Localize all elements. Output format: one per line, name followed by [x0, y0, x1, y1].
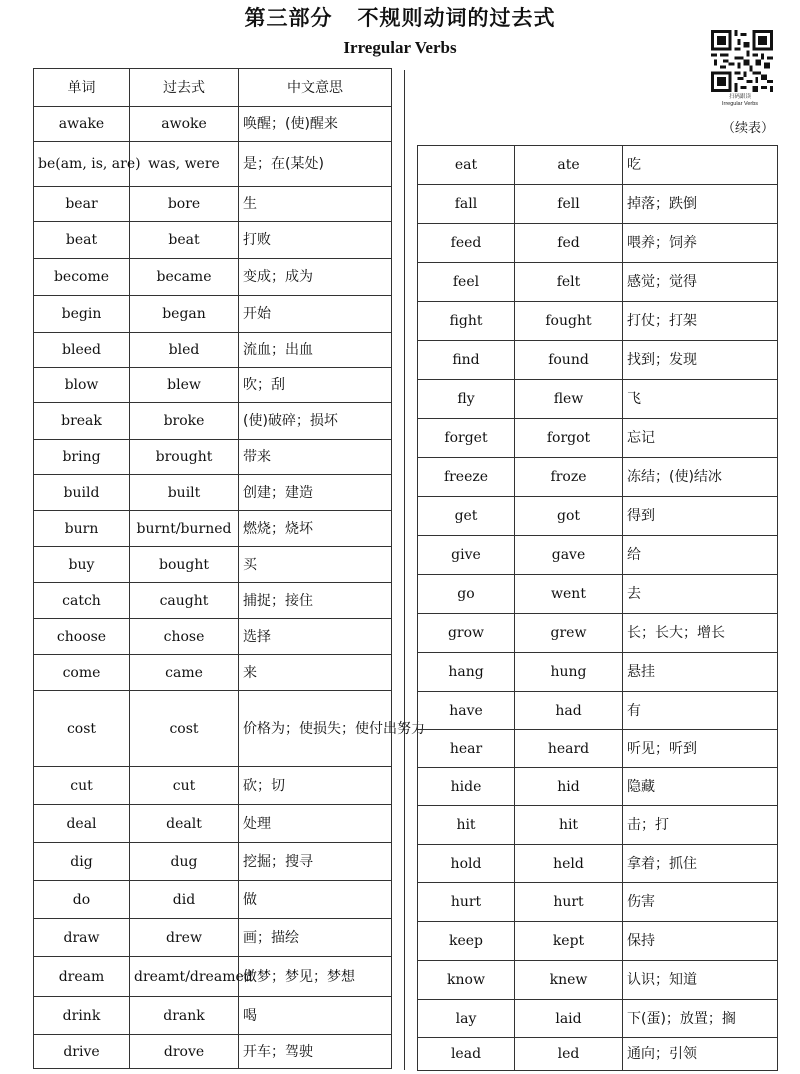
past-tense-cell: chose: [130, 619, 239, 655]
verb-table-right: [417, 145, 778, 1071]
past-tense-cell: began: [130, 296, 239, 333]
verb-cell: grow: [418, 614, 515, 653]
past-tense-cell: drew: [130, 919, 239, 957]
verb-cell: break: [34, 403, 130, 440]
table-row: [418, 458, 778, 497]
past-tense-cell: felt: [515, 263, 623, 302]
verb-cell: drink: [34, 997, 130, 1035]
meaning-cell: 买: [239, 547, 392, 583]
past-tense-cell: gave: [515, 536, 623, 575]
table-row: [34, 142, 392, 187]
verb-cell: hold: [418, 845, 515, 883]
meaning-cell: (使)破碎；损坏: [239, 403, 392, 440]
table-row: [418, 302, 778, 341]
table-row: [34, 107, 392, 142]
table-row: [34, 843, 392, 881]
meaning-cell: 生: [239, 187, 392, 222]
verb-cell: feed: [418, 224, 515, 263]
table-row: [418, 419, 778, 458]
meaning-cell: 拿着；抓住: [623, 845, 778, 883]
verb-cell: cut: [34, 767, 130, 805]
past-tense-cell: dealt: [130, 805, 239, 843]
meaning-cell: 价格为；使损失；使付出努力: [239, 691, 392, 767]
meaning-cell: 开始: [239, 296, 392, 333]
verb-cell: come: [34, 655, 130, 691]
meaning-cell: 飞: [623, 380, 778, 419]
past-tense-cell: dreamt/dreamed: [130, 957, 239, 997]
verb-cell: be(am, is, are): [34, 142, 130, 187]
verb-cell: keep: [418, 922, 515, 961]
meaning-cell: 打仗；打架: [623, 302, 778, 341]
meaning-cell: 画；描绘: [239, 919, 392, 957]
column-divider: [404, 70, 405, 1070]
verb-cell: hang: [418, 653, 515, 692]
past-tense-cell: flew: [515, 380, 623, 419]
table-row: [34, 881, 392, 919]
table-row: [418, 575, 778, 614]
verb-cell: fall: [418, 185, 515, 224]
verb-cell: give: [418, 536, 515, 575]
past-tense-cell: forgot: [515, 419, 623, 458]
past-tense-cell: built: [130, 475, 239, 511]
table-row: [34, 475, 392, 511]
past-tense-cell: caught: [130, 583, 239, 619]
past-tense-cell: did: [130, 881, 239, 919]
meaning-cell: 开车；驾驶: [239, 1035, 392, 1069]
page-subtitle: Irregular Verbs: [343, 38, 457, 57]
meaning-cell: 来: [239, 655, 392, 691]
meaning-cell: 去: [623, 575, 778, 614]
table-row: [34, 368, 392, 403]
meaning-cell: 燃烧；烧坏: [239, 511, 392, 547]
table-row: [34, 222, 392, 259]
verb-cell: find: [418, 341, 515, 380]
past-tense-cell: cut: [130, 767, 239, 805]
past-tense-cell: blew: [130, 368, 239, 403]
meaning-cell: 感觉；觉得: [623, 263, 778, 302]
table-row: [418, 845, 778, 883]
verb-cell: blow: [34, 368, 130, 403]
past-tense-cell: hung: [515, 653, 623, 692]
meaning-cell: 挖掘；搜寻: [239, 843, 392, 881]
past-tense-cell: came: [130, 655, 239, 691]
verb-cell: become: [34, 259, 130, 296]
past-tense-cell: beat: [130, 222, 239, 259]
past-tense-cell: ate: [515, 146, 623, 185]
past-tense-cell: cost: [130, 691, 239, 767]
table-row: [34, 619, 392, 655]
table-row: [34, 403, 392, 440]
meaning-cell: 忘记: [623, 419, 778, 458]
verb-cell: know: [418, 961, 515, 1000]
meaning-cell: 击；打: [623, 806, 778, 845]
verb-cell: deal: [34, 805, 130, 843]
table-row: [418, 380, 778, 419]
table-row: [34, 296, 392, 333]
table-row: [34, 440, 392, 475]
past-tense-cell: hurt: [515, 883, 623, 922]
meaning-cell: 找到；发现: [623, 341, 778, 380]
verb-cell: lead: [418, 1038, 515, 1071]
table-row: [418, 185, 778, 224]
verb-cell: catch: [34, 583, 130, 619]
table-row: [418, 263, 778, 302]
verb-cell: burn: [34, 511, 130, 547]
meaning-cell: 有: [623, 692, 778, 730]
meaning-cell: 保持: [623, 922, 778, 961]
table-row: [418, 922, 778, 961]
meaning-cell: 流血；出血: [239, 333, 392, 368]
continued-label: （续表）: [722, 121, 775, 136]
header-meaning: 中文意思: [239, 69, 392, 107]
verb-cell: forget: [418, 419, 515, 458]
verb-cell: go: [418, 575, 515, 614]
page-title: 第三部分 不规则动词的过去式: [244, 6, 556, 30]
past-tense-cell: was, were: [130, 142, 239, 187]
meaning-cell: 隐藏: [623, 768, 778, 806]
verb-cell: cost: [34, 691, 130, 767]
table-row: [34, 187, 392, 222]
table-row: [34, 259, 392, 296]
past-tense-cell: bore: [130, 187, 239, 222]
table-row: [418, 1038, 778, 1071]
verb-cell: get: [418, 497, 515, 536]
meaning-cell: 打败: [239, 222, 392, 259]
table-row: [418, 768, 778, 806]
qr-caption-line1: 扫码跟读: [728, 94, 751, 100]
meaning-cell: 掉落；跌倒: [623, 185, 778, 224]
meaning-cell: 创建；建造: [239, 475, 392, 511]
verb-cell: freeze: [418, 458, 515, 497]
table-row: [34, 511, 392, 547]
header-past: 过去式: [130, 69, 239, 107]
verb-cell: hurt: [418, 883, 515, 922]
table-row: [34, 1035, 392, 1069]
verb-cell: build: [34, 475, 130, 511]
past-tense-cell: hit: [515, 806, 623, 845]
past-tense-cell: awoke: [130, 107, 239, 142]
verb-cell: awake: [34, 107, 130, 142]
table-row: [418, 961, 778, 1000]
meaning-cell: 听见；听到: [623, 730, 778, 768]
table-row: [34, 691, 392, 767]
table-row: [34, 767, 392, 805]
past-tense-cell: hid: [515, 768, 623, 806]
verb-cell: bleed: [34, 333, 130, 368]
verb-cell: beat: [34, 222, 130, 259]
verb-cell: draw: [34, 919, 130, 957]
table-row: [418, 730, 778, 768]
verb-cell: hear: [418, 730, 515, 768]
verb-table-left: [33, 68, 425, 1069]
meaning-cell: 给: [623, 536, 778, 575]
meaning-cell: 唤醒；(使)醒来: [239, 107, 392, 142]
table-row: [34, 805, 392, 843]
meaning-cell: 做梦；梦见；梦想: [239, 957, 392, 997]
table-row: [34, 957, 392, 997]
table-row: [34, 919, 392, 957]
verb-cell: hide: [418, 768, 515, 806]
past-tense-cell: knew: [515, 961, 623, 1000]
past-tense-cell: fought: [515, 302, 623, 341]
past-tense-cell: got: [515, 497, 623, 536]
past-tense-cell: froze: [515, 458, 623, 497]
past-tense-cell: fed: [515, 224, 623, 263]
past-tense-cell: drove: [130, 1035, 239, 1069]
past-tense-cell: dug: [130, 843, 239, 881]
meaning-cell: 认识；知道: [623, 961, 778, 1000]
past-tense-cell: led: [515, 1038, 623, 1071]
table-row: [418, 497, 778, 536]
meaning-cell: 伤害: [623, 883, 778, 922]
meaning-cell: 吃: [623, 146, 778, 185]
meaning-cell: 处理: [239, 805, 392, 843]
table-row: [418, 614, 778, 653]
meaning-cell: 长；长大；增长: [623, 614, 778, 653]
table-row: [418, 224, 778, 263]
table-row: [418, 692, 778, 730]
table-row: [34, 655, 392, 691]
verb-cell: lay: [418, 1000, 515, 1038]
meaning-cell: 喝: [239, 997, 392, 1035]
past-tense-cell: held: [515, 845, 623, 883]
header-word: 单词: [34, 69, 130, 107]
verb-cell: feel: [418, 263, 515, 302]
past-tense-cell: had: [515, 692, 623, 730]
qr-caption-line2: Irregular Verbs: [721, 101, 759, 107]
verb-cell: buy: [34, 547, 130, 583]
table-row: [34, 333, 392, 368]
table-row: [418, 341, 778, 380]
meaning-cell: 喂养；饲养: [623, 224, 778, 263]
past-tense-cell: drank: [130, 997, 239, 1035]
past-tense-cell: fell: [515, 185, 623, 224]
verb-cell: have: [418, 692, 515, 730]
past-tense-cell: bought: [130, 547, 239, 583]
table-row: [418, 883, 778, 922]
past-tense-cell: grew: [515, 614, 623, 653]
table-row: [418, 1000, 778, 1038]
meaning-cell: 得到: [623, 497, 778, 536]
verb-cell: do: [34, 881, 130, 919]
meaning-cell: 带来: [239, 440, 392, 475]
table-row: [418, 536, 778, 575]
past-tense-cell: went: [515, 575, 623, 614]
meaning-cell: 吹；刮: [239, 368, 392, 403]
past-tense-cell: became: [130, 259, 239, 296]
past-tense-cell: burnt/burned: [130, 511, 239, 547]
verb-cell: hit: [418, 806, 515, 845]
past-tense-cell: bled: [130, 333, 239, 368]
meaning-cell: 选择: [239, 619, 392, 655]
meaning-cell: 通向；引领: [623, 1038, 778, 1071]
meaning-cell: 悬挂: [623, 653, 778, 692]
table-header-row: [34, 69, 392, 107]
qr-code-icon[interactable]: [711, 30, 773, 92]
verb-cell: choose: [34, 619, 130, 655]
past-tense-cell: brought: [130, 440, 239, 475]
past-tense-cell: laid: [515, 1000, 623, 1038]
table-row: [418, 806, 778, 845]
table-row: [418, 146, 778, 185]
past-tense-cell: broke: [130, 403, 239, 440]
table-row: [34, 547, 392, 583]
qr-caption: [690, 94, 790, 108]
verb-cell: bear: [34, 187, 130, 222]
past-tense-cell: found: [515, 341, 623, 380]
verb-cell: dig: [34, 843, 130, 881]
meaning-cell: 砍；切: [239, 767, 392, 805]
verb-cell: bring: [34, 440, 130, 475]
verb-cell: drive: [34, 1035, 130, 1069]
table-row: [34, 997, 392, 1035]
past-tense-cell: heard: [515, 730, 623, 768]
verb-cell: dream: [34, 957, 130, 997]
meaning-cell: 变成；成为: [239, 259, 392, 296]
past-tense-cell: kept: [515, 922, 623, 961]
meaning-cell: 捕捉；接住: [239, 583, 392, 619]
meaning-cell: 下(蛋)；放置；搁: [623, 1000, 778, 1038]
table-row: [34, 583, 392, 619]
verb-cell: begin: [34, 296, 130, 333]
meaning-cell: 做: [239, 881, 392, 919]
meaning-cell: 冻结；(使)结冰: [623, 458, 778, 497]
verb-cell: fly: [418, 380, 515, 419]
table-row: [418, 653, 778, 692]
verb-cell: eat: [418, 146, 515, 185]
verb-cell: fight: [418, 302, 515, 341]
meaning-cell: 是；在(某处): [239, 142, 392, 187]
